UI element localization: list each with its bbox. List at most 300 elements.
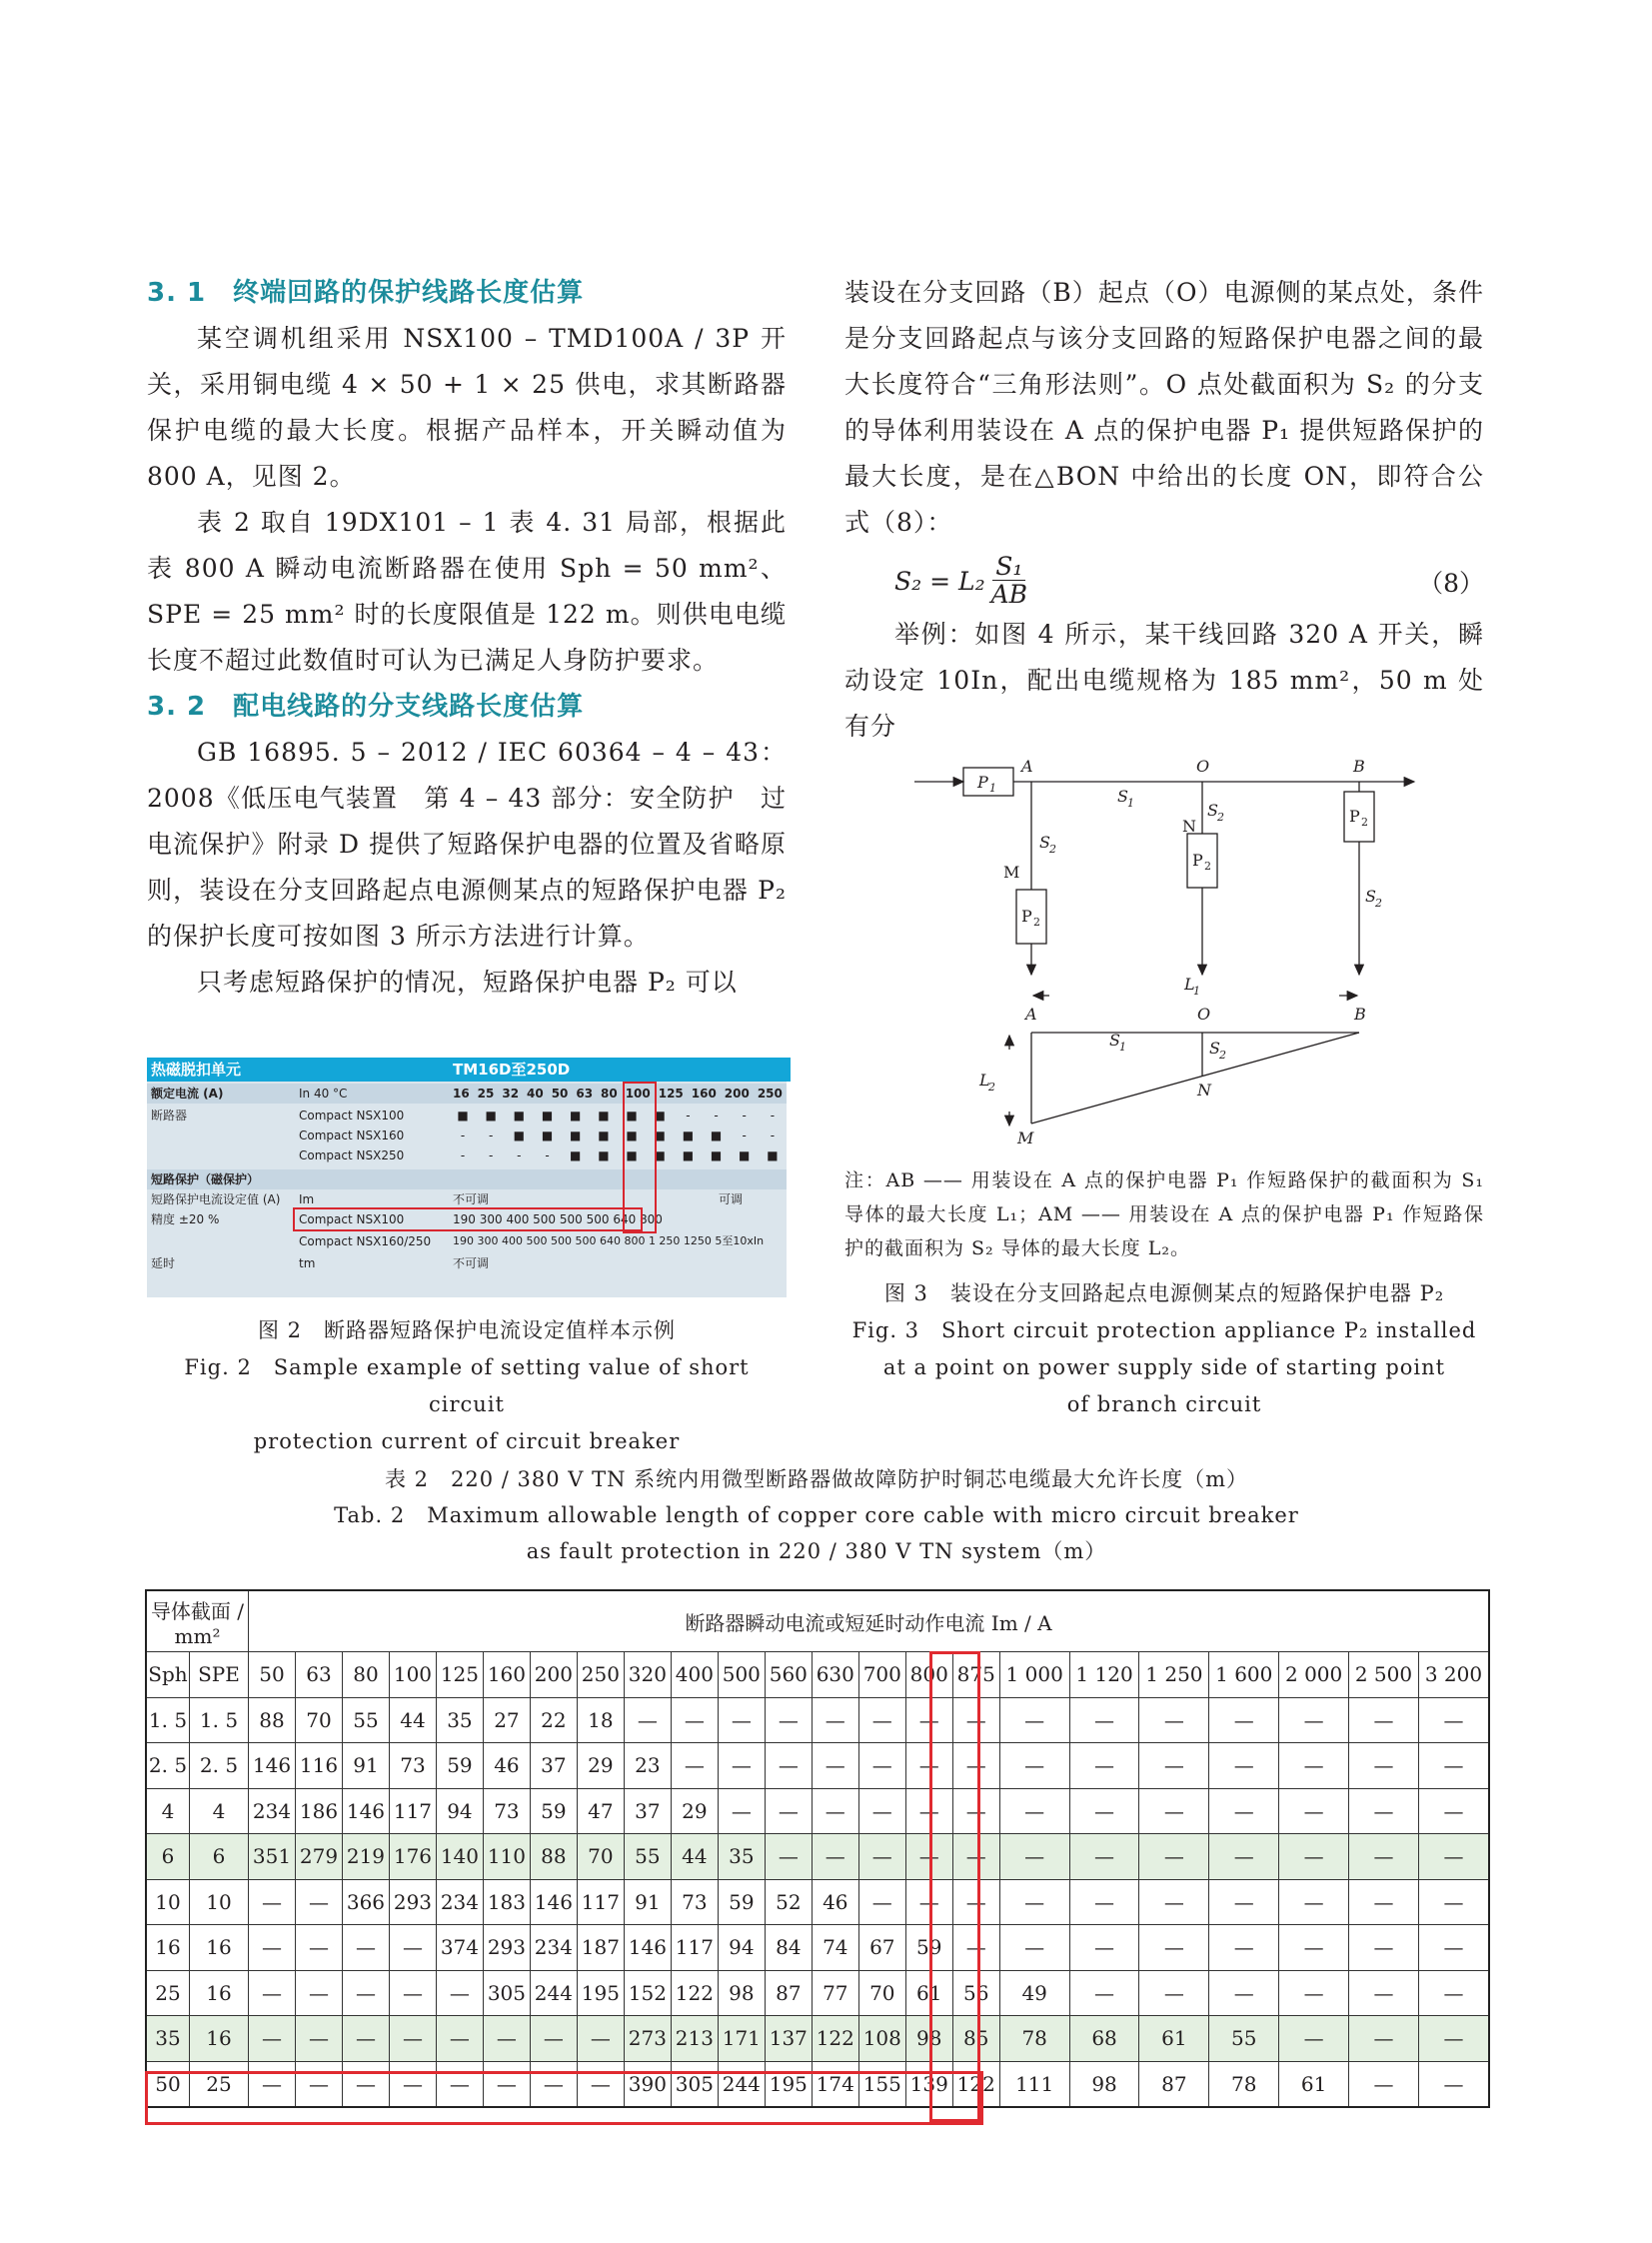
table-cell: — — [999, 1834, 1069, 1880]
svg-text:2: 2 — [988, 1081, 995, 1094]
table-cell: 29 — [577, 1743, 624, 1789]
svg-text:O: O — [1197, 1005, 1211, 1024]
table-cell: — — [812, 1834, 858, 1880]
table-cell: — — [858, 1879, 905, 1925]
table-cell: 122 — [952, 2061, 999, 2107]
table-cell: — — [905, 1743, 952, 1789]
fig2-mark: - — [770, 1109, 776, 1122]
table-cell: — — [1349, 1970, 1419, 2016]
table-cell: 47 — [577, 1788, 624, 1834]
table-cell: — — [765, 1697, 812, 1743]
current-header-cell: 100 — [389, 1652, 436, 1698]
fig2-section-row: 短路保护（磁保护） — [147, 1169, 787, 1189]
table-cell: 91 — [342, 1743, 389, 1789]
svg-text:L: L — [1184, 975, 1195, 994]
current-header-cell: 50 — [249, 1652, 296, 1698]
table-cell: — — [1279, 1834, 1349, 1880]
formula-fraction — [991, 554, 1027, 609]
table-cell: — — [1209, 1925, 1279, 1971]
fig2-mark: - — [770, 1128, 776, 1142]
current-header-cell: 500 — [718, 1652, 765, 1698]
table-cell: — — [1349, 1834, 1419, 1880]
table-cell: 279 — [295, 1834, 342, 1880]
table-cell: — — [249, 2061, 296, 2107]
figure-2-sample — [147, 1058, 787, 1297]
current-header-cell: 320 — [624, 1652, 671, 1698]
table-cell: 70 — [858, 1970, 905, 2016]
table-cell: 195 — [765, 2061, 812, 2107]
fig2-mark: - — [742, 1109, 747, 1122]
table-cell: 6 — [146, 1834, 190, 1880]
table-cell: — — [295, 1970, 342, 2016]
table-cell: — — [1069, 1834, 1139, 1880]
fig2-header-right: TM16D至250D — [449, 1058, 791, 1082]
fig2-mark: ■ — [710, 1148, 723, 1162]
table-cell: 78 — [999, 2016, 1069, 2062]
table-cell: 59 — [530, 1788, 577, 1834]
table-cell: — — [1418, 2016, 1489, 2062]
table-cell: 183 — [483, 1879, 530, 1925]
table-cell: — — [858, 1743, 905, 1789]
table-cell: — — [483, 2061, 530, 2107]
fig2-mark: ■ — [598, 1148, 610, 1162]
table-cell: 88 — [530, 1834, 577, 1880]
header-spe: SPE — [190, 1652, 249, 1698]
table-cell: 59 — [436, 1743, 483, 1789]
fig2-nsx160-row: Compact NSX160/250 190 300 400 500 500 500 640 800 1 250 1250 5至10xIn — [299, 1234, 765, 1248]
table-cell: 61 — [1139, 2016, 1209, 2062]
table-cell: — — [295, 2061, 342, 2107]
current-header-cell: 630 — [812, 1652, 858, 1698]
table-cell: — — [1209, 1879, 1279, 1925]
table-cell: 140 — [436, 1834, 483, 1880]
table-row — [146, 1697, 1489, 1743]
table-cell: 91 — [624, 1879, 671, 1925]
fig2-model-row: 断路器 Compact NSX100 ■ ■ ■ ■ ■ ■ ■ ■ - - - - — [147, 1106, 787, 1125]
table-cell: 85 — [952, 2016, 999, 2062]
table-cell: 293 — [483, 1925, 530, 1971]
table-cell: — — [765, 1834, 812, 1880]
fig2-mark: ■ — [682, 1128, 695, 1142]
table-cell: 117 — [671, 1925, 718, 1971]
table-cell: 55 — [342, 1697, 389, 1743]
table-cell: — — [1279, 1788, 1349, 1834]
table-cell: 35 — [436, 1697, 483, 1743]
table-cell: — — [952, 1788, 999, 1834]
table-cell: 25 — [190, 2061, 249, 2107]
table-cell: 111 — [999, 2061, 1069, 2107]
fig2-header-left: 热磁脱扣单元 — [147, 1058, 451, 1082]
table-cell: 67 — [858, 1925, 905, 1971]
table-cell: — — [530, 2016, 577, 2062]
svg-text:S: S — [1109, 1031, 1120, 1050]
table-cell: 152 — [624, 1970, 671, 2016]
formula-lhs: S₂ = L₂ — [894, 567, 985, 596]
table-cell: 234 — [530, 1925, 577, 1971]
table-cell: 61 — [905, 1970, 952, 2016]
table-cell: 16 — [146, 1925, 190, 1971]
table-cell: — — [1139, 1788, 1209, 1834]
table-cell: — — [1139, 1743, 1209, 1789]
svg-text:P: P — [1192, 851, 1203, 870]
table-cell: 122 — [671, 1970, 718, 2016]
table-cell: 108 — [858, 2016, 905, 2062]
table-cell: — — [1139, 1697, 1209, 1743]
table-cell: — — [1418, 1788, 1489, 1834]
table-cell: 6 — [190, 1834, 249, 1880]
fig2-mark: - — [489, 1128, 494, 1142]
table-cell: — — [530, 2061, 577, 2107]
table-cell: — — [1139, 1970, 1209, 2016]
table-cell: — — [1139, 1925, 1209, 1971]
table-cell: 139 — [905, 2061, 952, 2107]
table-cell: — — [1279, 1925, 1349, 1971]
table-cell: 37 — [624, 1788, 671, 1834]
fig2-mark: ■ — [654, 1109, 666, 1122]
table-cell: 55 — [1209, 2016, 1279, 2062]
table-cell: — — [342, 2061, 389, 2107]
table-cell: 35 — [146, 2016, 190, 2062]
table-cell: — — [1418, 1834, 1489, 1880]
table-cell: 49 — [999, 1970, 1069, 2016]
fig2-caption: 图 2 断路器短路保护电流设定值样本示例 Fig. 2 Sample example of setting value of short circuit protection current of circuit breaker — [184, 1318, 750, 1453]
fig2-mark: ■ — [485, 1109, 497, 1122]
formula-8 — [844, 546, 1484, 612]
table-cell: 187 — [577, 1925, 624, 1971]
table-cell: — — [1349, 1925, 1419, 1971]
current-header-cell: 1 120 — [1069, 1652, 1139, 1698]
fig2-mark: - — [686, 1109, 691, 1122]
table-cell: — — [1279, 1743, 1349, 1789]
fig2-rated-row: 额定电流 (A) In 40 °C 16 25 32 40 50 63 80 100 125 160 200 250 — [147, 1084, 787, 1104]
table-cell: — — [1279, 1879, 1349, 1925]
table-cell: — — [1349, 2016, 1419, 2062]
svg-text:2: 2 — [1204, 860, 1211, 873]
table-cell: 73 — [389, 1743, 436, 1789]
table-cell: — — [1349, 2061, 1419, 2107]
table-cell: 70 — [577, 1834, 624, 1880]
svg-text:L: L — [979, 1071, 990, 1090]
table-cell: 68 — [1069, 2016, 1139, 2062]
current-header-cell: 400 — [671, 1652, 718, 1698]
table-cell: — — [1069, 1925, 1139, 1971]
paragraph: 装设在分支回路（B）起点（O）电源侧的某点处，条件是分支回路起点与该分支回路的短路保护电器之间的最大长度符合“三角形法则”。O 点处截面积为 S₂ 的分支的导体利用装设在 A 点的保护电器 P₁ 提供短路保护的最大长度，是在△BON 中给出的长度 ON，即符合公式（8）： — [844, 278, 1484, 537]
svg-text:S: S — [1117, 787, 1128, 806]
svg-text:P: P — [977, 773, 988, 792]
table-cell: — — [295, 1879, 342, 1925]
paragraph: 举例：如图 4 所示，某干线回路 320 A 开关，瞬动设定 10In，配出电缆规格为 185 mm²，50 m 处有分 — [844, 620, 1484, 741]
current-header-cell: 800 — [905, 1652, 952, 1698]
current-header-cell: 560 — [765, 1652, 812, 1698]
fig2-rating-value: 25 — [477, 1087, 495, 1101]
table-cell: 305 — [483, 1970, 530, 2016]
table-cell: 10 — [146, 1879, 190, 1925]
current-header-cell: 875 — [952, 1652, 999, 1698]
table-cell: — — [905, 1834, 952, 1880]
fig2-model-row: Compact NSX250 - - - - ■ ■ ■ ■ ■ ■ ■ ■ — [147, 1145, 787, 1165]
table-cell: — — [1349, 1697, 1419, 1743]
current-header-cell: 63 — [295, 1652, 342, 1698]
table-cell: 23 — [624, 1743, 671, 1789]
fig2-mark: - — [742, 1128, 747, 1142]
svg-text:1: 1 — [1193, 985, 1200, 998]
table-cell: 146 — [624, 1925, 671, 1971]
table-cell: — — [952, 1879, 999, 1925]
table-cell: 116 — [295, 1743, 342, 1789]
table-cell: — — [1349, 1743, 1419, 1789]
svg-text:M: M — [1003, 863, 1020, 882]
fig2-im-row: 短路保护电流设定值 (A) Im 不可调 可调 — [151, 1192, 744, 1206]
table-cell: 50 — [146, 2061, 190, 2107]
table-cell: — — [1209, 1834, 1279, 1880]
table-cell: 244 — [718, 2061, 765, 2107]
table-row — [146, 1834, 1489, 1880]
table-cell: — — [1418, 1879, 1489, 1925]
fig2-model-row: Compact NSX160 - - ■ ■ ■ ■ ■ ■ ■ ■ - - — [147, 1125, 787, 1145]
fig2-rating-value: 125 — [658, 1087, 684, 1101]
table-cell: — — [295, 1925, 342, 1971]
fig2-mark: - — [489, 1148, 494, 1162]
fig2-mark: ■ — [654, 1148, 666, 1162]
figure-3-diagram — [899, 750, 1459, 1169]
table-cell: — — [718, 1743, 765, 1789]
table-cell: — — [342, 1925, 389, 1971]
fig2-ratings — [453, 1084, 783, 1104]
fig3-caption: 图 3 装设在分支回路起点电源侧某点的短路保护电器 P₂ Fig. 3 Short circuit protection appliance P₂ installed at a point on power supply side of starting point of branch circuit — [851, 1281, 1477, 1416]
table-cell: 374 — [436, 1925, 483, 1971]
table-cell: 27 — [483, 1697, 530, 1743]
table-cell: — — [1069, 1743, 1139, 1789]
svg-text:P: P — [1349, 807, 1360, 826]
equation-number: （8） — [1418, 569, 1484, 598]
table-cell: — — [999, 1879, 1069, 1925]
table-cell: 44 — [671, 1834, 718, 1880]
table-cell: 219 — [342, 1834, 389, 1880]
table-cell: — — [342, 1970, 389, 2016]
table-cell: 117 — [577, 1879, 624, 1925]
svg-text:B: B — [1353, 757, 1365, 776]
formula-numerator: S₁ — [992, 554, 1025, 581]
table-cell: — — [295, 2016, 342, 2062]
table-cell: 2. 5 — [190, 1743, 249, 1789]
table-cell: 1. 5 — [190, 1697, 249, 1743]
table-cell: 234 — [436, 1879, 483, 1925]
fig2-mark: ■ — [513, 1128, 526, 1142]
table-cell: 29 — [671, 1788, 718, 1834]
fig2-mark: ■ — [513, 1109, 526, 1122]
fig3-labels — [976, 757, 1382, 1147]
paragraph: 表 2 取自 19DX101 – 1 表 4. 31 局部，根据此表 800 A 瞬动电流断路器在使用 Sph = 50 mm²、SPE = 25 mm² 时的长度限值是 122 m。则供电电缆长度不超过此数值时可认为已满足人身防护要求。 — [147, 508, 787, 675]
fig2-mark: ■ — [457, 1109, 469, 1122]
table-cell: 78 — [1209, 2061, 1279, 2107]
table-cell: 87 — [1139, 2061, 1209, 2107]
fig2-mark: ■ — [739, 1148, 751, 1162]
table-cell: 16 — [190, 1970, 249, 2016]
svg-text:2: 2 — [1217, 811, 1224, 824]
table-cell: — — [1069, 1788, 1139, 1834]
fig2-mark: ■ — [541, 1109, 554, 1122]
svg-text:M: M — [1017, 1128, 1034, 1147]
table-cell: — — [1069, 1697, 1139, 1743]
table-cell: — — [1209, 1697, 1279, 1743]
table-cell: — — [1209, 1788, 1279, 1834]
table-cell: — — [249, 1970, 296, 2016]
fig2-mark: ■ — [626, 1128, 638, 1142]
table-cell: 122 — [812, 2016, 858, 2062]
table-cell: — — [765, 1743, 812, 1789]
table-cell: 44 — [389, 1697, 436, 1743]
table-cell: — — [436, 2061, 483, 2107]
table-cell: — — [765, 1788, 812, 1834]
fig2-mark: - — [460, 1148, 466, 1162]
table-cell: 61 — [1279, 2061, 1349, 2107]
table-cell: — — [999, 1925, 1069, 1971]
table-cell: 4 — [146, 1788, 190, 1834]
current-header-cell: 700 — [858, 1652, 905, 1698]
table-cell: — — [1279, 2016, 1349, 2062]
table-cell: — — [1209, 1970, 1279, 2016]
fig2-delay-row: 延时 tm 不可调 — [151, 1256, 490, 1270]
current-header-cell: 2 500 — [1349, 1652, 1419, 1698]
table-cell: — — [342, 2016, 389, 2062]
svg-text:S: S — [1039, 833, 1050, 852]
current-header-cell: 1 250 — [1139, 1652, 1209, 1698]
svg-text:O: O — [1196, 757, 1210, 776]
table-cell: 305 — [671, 2061, 718, 2107]
table-cell: 98 — [905, 2016, 952, 2062]
header-sph: Sph — [146, 1652, 190, 1698]
table-cell: — — [952, 1834, 999, 1880]
table-cell: 1. 5 — [146, 1697, 190, 1743]
current-header-cell: 1 000 — [999, 1652, 1069, 1698]
fig2-rating-value: 80 — [601, 1087, 618, 1101]
table-cell: 70 — [295, 1697, 342, 1743]
table-cell: — — [249, 1879, 296, 1925]
table-cell: 390 — [624, 2061, 671, 2107]
fig2-rating-value: 100 — [625, 1087, 651, 1101]
table-cell: — — [577, 2061, 624, 2107]
table-cell: 146 — [249, 1743, 296, 1789]
table-cell: — — [577, 2016, 624, 2062]
table-cell: 117 — [389, 1788, 436, 1834]
fig2-rating-value: 160 — [691, 1087, 717, 1101]
table-cell: 146 — [530, 1879, 577, 1925]
table-cell: 155 — [858, 2061, 905, 2107]
table-cell: 110 — [483, 1834, 530, 1880]
table-cell: 84 — [765, 1925, 812, 1971]
table-cell: — — [999, 1788, 1069, 1834]
table-cell: — — [1418, 1925, 1489, 1971]
fig2-rating-value: 32 — [502, 1087, 520, 1101]
table-cell: 186 — [295, 1788, 342, 1834]
table-row — [146, 1970, 1489, 2016]
svg-text:2: 2 — [1049, 843, 1056, 856]
svg-text:P: P — [1021, 907, 1032, 926]
table-cell: — — [718, 1788, 765, 1834]
table-cell: — — [1209, 1743, 1279, 1789]
svg-text:1: 1 — [989, 782, 996, 795]
svg-text:1: 1 — [1119, 1041, 1126, 1054]
table-cell: — — [483, 2016, 530, 2062]
table-cell: 55 — [624, 1834, 671, 1880]
table-cell: — — [858, 1834, 905, 1880]
fig2-mark: ■ — [598, 1109, 610, 1122]
table-cell: — — [1069, 1879, 1139, 1925]
table-cell: 37 — [530, 1743, 577, 1789]
table-cell: 16 — [190, 2016, 249, 2062]
table-cell: — — [389, 2016, 436, 2062]
fig2-mark: - — [545, 1148, 550, 1162]
table-cell: 213 — [671, 2016, 718, 2062]
section-3-2-title: 3. 2 配电线路的分支线路长度估算 — [147, 692, 585, 722]
paragraph: GB 16895. 5 – 2012 / IEC 60364 – 4 – 43：2008《低压电气装置 第 4 – 43 部分：安全防护 过电流保护》附录 D 提供了短路保护电器的位置及省略原则，装设在分支回路起点电源侧某点的短路保护电器 P₂ 的保护长度可按如图 3 所示方法进行计算。 — [147, 738, 787, 951]
table-cell: 59 — [905, 1925, 952, 1971]
svg-text:2: 2 — [1361, 816, 1368, 829]
table-cell: 351 — [249, 1834, 296, 1880]
table-cell: — — [952, 1697, 999, 1743]
fig2-mark: - — [517, 1148, 522, 1162]
table-cell: 98 — [718, 1970, 765, 2016]
table-cell: 366 — [342, 1879, 389, 1925]
fig2-mark: ■ — [541, 1128, 554, 1142]
table-cell: 98 — [1069, 2061, 1139, 2107]
section-3-1-title: 3. 1 终端回路的保护线路长度估算 — [147, 278, 585, 308]
table-row — [146, 1879, 1489, 1925]
table-cell: — — [858, 1788, 905, 1834]
table-cell: — — [812, 1788, 858, 1834]
formula-denominator: AB — [990, 580, 1028, 609]
table-cell: 73 — [483, 1788, 530, 1834]
table-cell: — — [436, 2016, 483, 2062]
fig2-mark: ■ — [626, 1148, 638, 1162]
header-current: 断路器瞬动电流或短延时动作电流 Im / A — [249, 1590, 1490, 1652]
svg-text:S: S — [1207, 801, 1218, 820]
table-cell: 234 — [249, 1788, 296, 1834]
table-cell: — — [249, 1925, 296, 1971]
fig2-mark: ■ — [570, 1109, 582, 1122]
table-cell: — — [624, 1697, 671, 1743]
header-section: 导体截面 / mm² — [146, 1590, 249, 1652]
current-header-cell: 3 200 — [1418, 1652, 1489, 1698]
table-cell: 94 — [718, 1925, 765, 1971]
table-cell: 10 — [190, 1879, 249, 1925]
fig2-rating-value: 40 — [527, 1087, 544, 1101]
table-caption: 表 2 220 / 380 V TN 系统内用微型断路器做故障防护时铜芯电缆最大允许长度（m） Tab. 2 Maximum allowable length of copper core cable with micro circuit breaker as fault protection in 220 / 380 V TN system（m） — [334, 1467, 1299, 1563]
table-cell: 273 — [624, 2016, 671, 2062]
fig2-mark: - — [460, 1128, 466, 1142]
table-cell: 146 — [342, 1788, 389, 1834]
table-cell: — — [1418, 1743, 1489, 1789]
table-row — [146, 2016, 1489, 2062]
fig2-mark: ■ — [654, 1128, 666, 1142]
fig2-highlight-row — [293, 1207, 643, 1231]
right-column — [844, 270, 1484, 750]
table-cell: — — [858, 1697, 905, 1743]
table-cell: — — [389, 1925, 436, 1971]
svg-text:2: 2 — [1033, 916, 1040, 929]
table-cell: — — [389, 1970, 436, 2016]
table-cell: — — [1069, 1970, 1139, 2016]
svg-text:N: N — [1182, 817, 1196, 836]
table-cell: — — [952, 1743, 999, 1789]
table-cell: — — [905, 1879, 952, 1925]
table-cell: 4 — [190, 1788, 249, 1834]
paragraph: 某空调机组采用 NSX100 – TMD100A / 3P 开关，采用铜电缆 4 × 50 + 1 × 25 供电，求其断路器保护电缆的最大长度。根据产品样本，开关瞬动值为 800 A，见图 2。 — [147, 324, 787, 491]
table-current-row — [146, 1652, 1489, 1698]
table-cell: — — [1418, 2061, 1489, 2107]
fig2-rating-value: 250 — [757, 1087, 783, 1101]
table-cell: 244 — [530, 1970, 577, 2016]
